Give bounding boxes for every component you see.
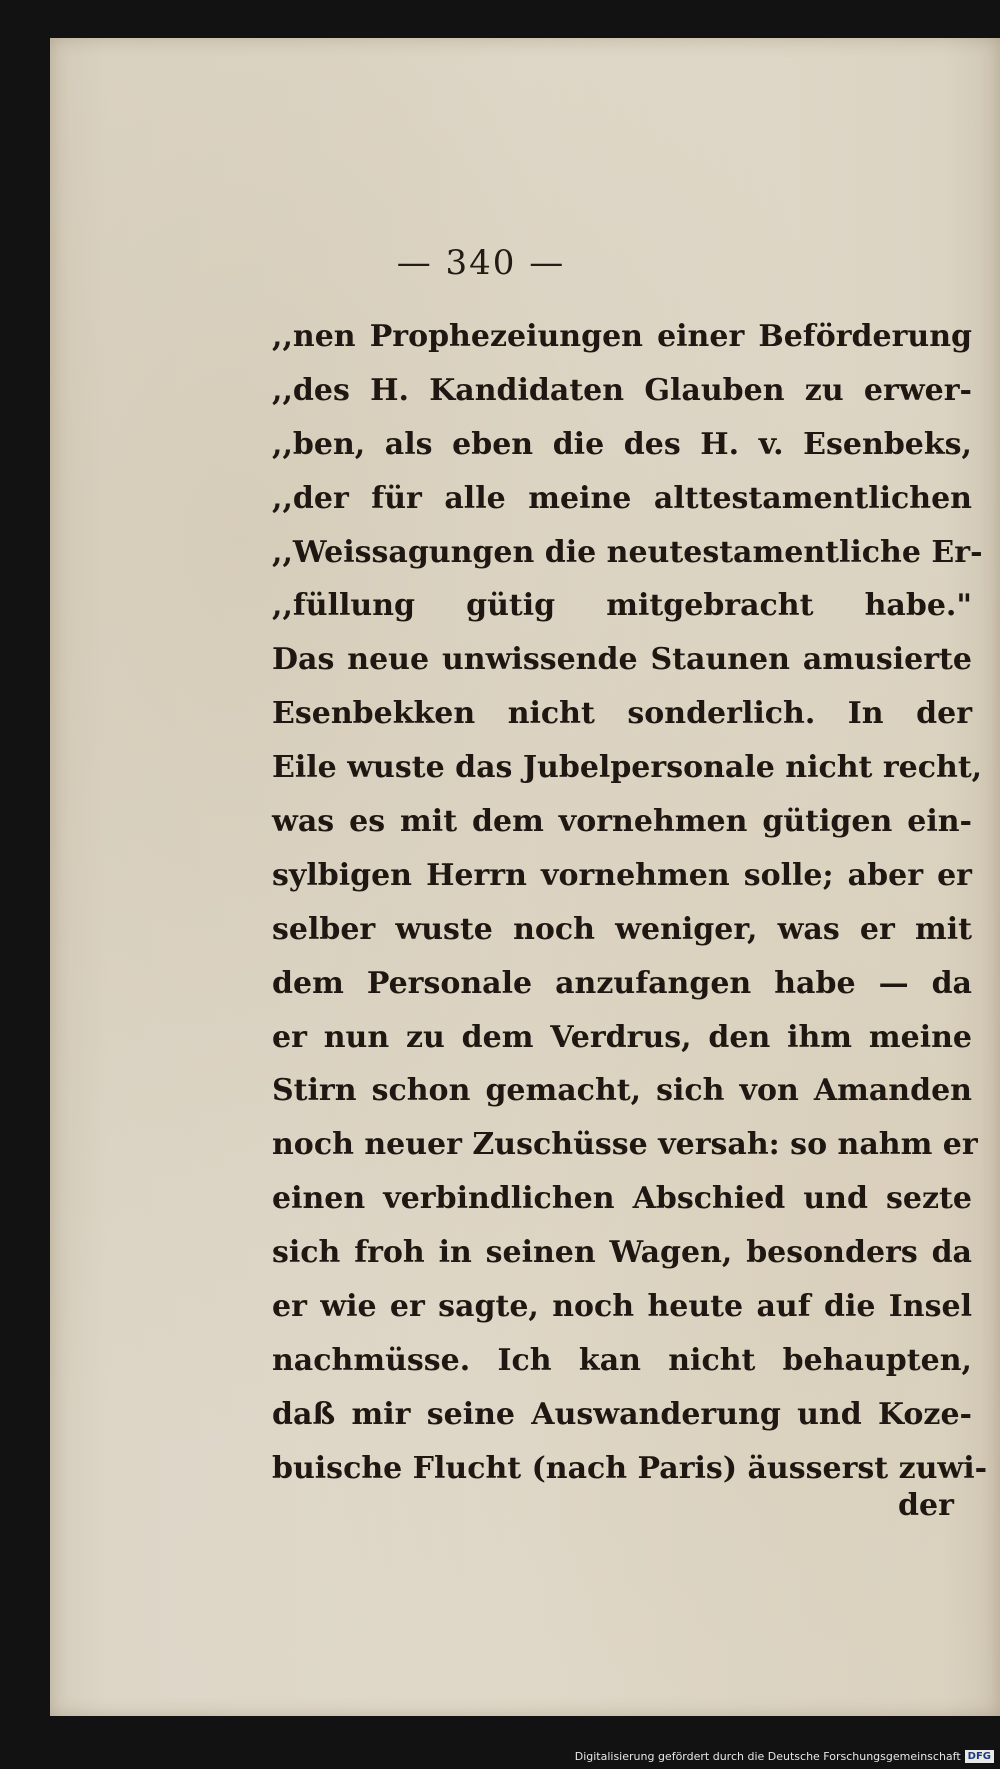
text-line: ,,der für alle meine alttestamentlichen — [272, 480, 972, 516]
body-text — [272, 310, 988, 1496]
digitization-credit — [575, 1750, 994, 1763]
text-line: nachmüsse. Ich kan nicht behaupten, — [272, 1342, 972, 1378]
text-line: buische Flucht (nach Paris) äusserst zuwi- — [272, 1450, 988, 1486]
text-line: er wie er sagte, noch heute auf die Insel — [272, 1289, 972, 1325]
text-line: sylbigen Herrn vornehmen solle; aber er — [272, 857, 972, 893]
text-line: Stirn schon gemacht, sich von Amanden — [272, 1073, 972, 1109]
text-line: sich froh in seinen Wagen, besonders da — [272, 1235, 972, 1271]
text-line: Eile wuste das Jubelpersonale nicht recht, — [272, 750, 983, 786]
text-line: Das neue unwissende Staunen amusierte — [272, 642, 972, 678]
credit-text: Digitalisierung gefördert durch die Deutsche Forschungsgemeinschaft — [574, 1750, 961, 1763]
text-line: ,,nen Prophezeiungen einer Beförderung — [272, 319, 972, 354]
text-line: noch neuer Zuschüsse versah: so nahm er — [272, 1127, 978, 1163]
text-line: was es mit dem vornehmen gütigen ein- — [272, 804, 972, 840]
catchword: der — [898, 1488, 954, 1523]
page-number: — 340 — — [396, 243, 566, 283]
text-line: daß mir seine Auswanderung und Koze- — [272, 1396, 972, 1432]
text-line: dem Personale anzufangen habe — da — [272, 965, 972, 1001]
dfg-logo: DFG — [965, 1750, 994, 1763]
text-line: er nun zu dem Verdrus, den ihm meine — [272, 1019, 972, 1055]
book-page — [50, 38, 1000, 1716]
text-line: selber wuste noch weniger, was er mit — [272, 911, 972, 947]
text-line: ,,ben, als eben die des H. v. Esenbeks, — [272, 426, 972, 462]
text-line: ,,des H. Kandidaten Glauben zu erwer- — [272, 372, 972, 408]
text-line: Esenbekken nicht sonderlich. In der — [272, 696, 972, 732]
text-line: ,,Weissagungen die neutestamentliche Er- — [272, 534, 983, 570]
text-line: einen verbindlichen Abschied und sezte — [272, 1181, 972, 1217]
text-line: ,,füllung gütig mitgebracht habe." — [272, 588, 972, 624]
